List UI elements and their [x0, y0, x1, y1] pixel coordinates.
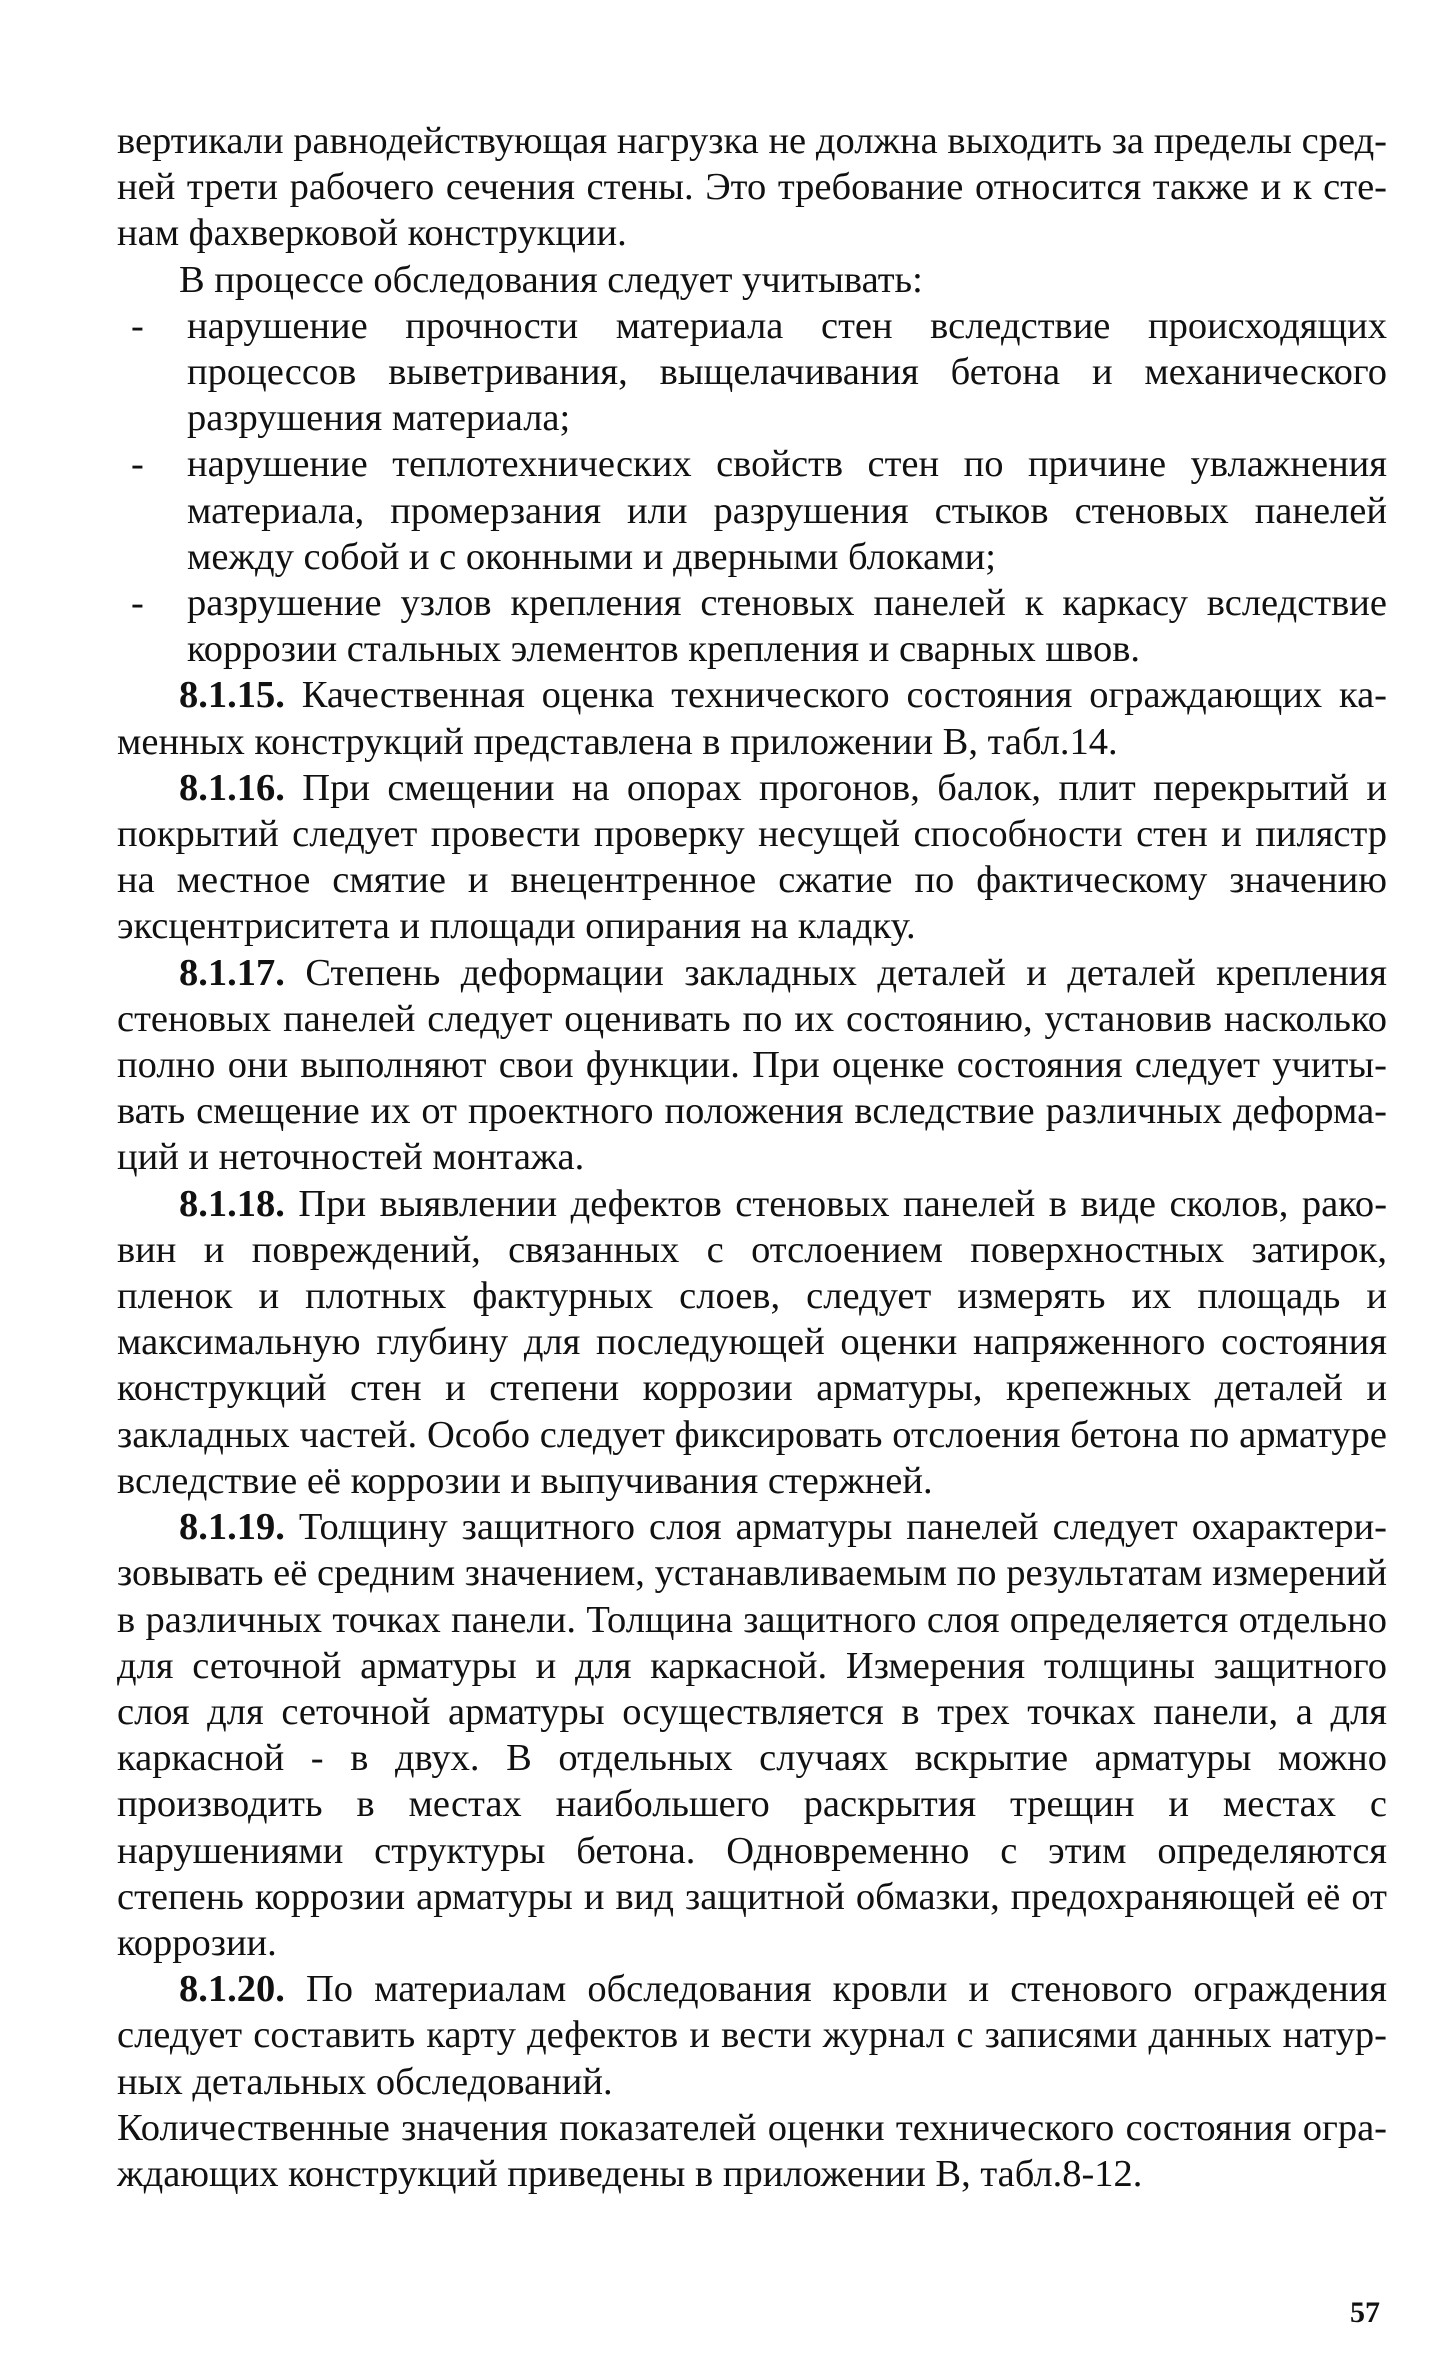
section-8-1-20 [117, 1966, 1387, 2105]
body-text [117, 118, 1387, 2197]
list-item-text: нарушение теплотехнических свойств стен по причине увлажнения материала, промерзания или разрушения стыков стеновых панелей между собой и с оконными и дверными блоками; [187, 443, 1387, 578]
intro-paragraph: вертикали равнодействующая нагрузка не должна выходить за пределы средней трети рабочего сечения стены. Это требование относится также и к стенам фахверковой конструкции. [117, 120, 1387, 255]
list-marker: - [131, 582, 144, 625]
list-item [117, 303, 1387, 442]
section-text: Степень деформации закладных деталей и деталей крепления стеновых панелей следует оценивать по их состоянию, установив насколько полно они выполняют свои функции. При оценке состояния следует учитывать смещение их от проектного положения вследствие различных деформаций и неточностей монтажа. [117, 951, 1387, 1179]
section-number: 8.1.18. [179, 1182, 285, 1225]
section-text: При смещении на опорах прогонов, балок, плит перекрытий и покрытий следует провести проверку несущей способности стен и пилястр на местное смятие и внецентренное сжатие по фактическому значению эксцентриситета и площади опирания на кладку. [117, 766, 1387, 948]
section-number: 8.1.15. [179, 674, 285, 717]
section-8-1-18 [117, 1181, 1387, 1504]
survey-list [117, 303, 1387, 673]
section-number: 8.1.20. [179, 1968, 285, 2011]
page-number: 57 [1350, 2296, 1380, 2329]
closing-paragraph: Количественные значения показателей оценки технического состояния ограждающих конструкций приведены в приложении В, табл.8-12. [117, 2106, 1387, 2195]
list-marker: - [131, 443, 144, 486]
survey-lead-paragraph: В процессе обследования следует учитывать: [179, 258, 923, 301]
list-marker: - [131, 304, 144, 347]
section-8-1-17 [117, 950, 1387, 1181]
section-number: 8.1.17. [179, 951, 285, 994]
list-item [117, 580, 1387, 672]
section-number: 8.1.19. [179, 1506, 285, 1549]
section-text: Качественная оценка технического состояния ограждающих каменных конструкций представлена в приложении В, табл.14. [117, 674, 1387, 763]
list-item [117, 441, 1387, 580]
list-item-text: разрушение узлов крепления стеновых панелей к каркасу вследствие коррозии стальных элементов крепления и сварных швов. [187, 582, 1387, 671]
section-text: При выявлении дефектов стеновых панелей в виде сколов, раковин и повреждений, связанных с отслоением поверхностных затирок, пленок и плотных фактурных слоев, следует измерять их площадь и максимальную глубину для последующей оценки напряженного состояния конструкций стен и степени коррозии арматуры, крепежных деталей и закладных частей. Особо следует фиксировать отслоения бетона по арматуре вследствие её коррозии и выпучивания стержней. [117, 1182, 1388, 1502]
section-8-1-16 [117, 765, 1387, 950]
section-8-1-15 [117, 672, 1387, 764]
section-number: 8.1.16. [179, 766, 285, 809]
list-item-text: нарушение прочности материала стен вследствие происходящих процессов выветривания, выщелачивания бетона и механического разрушения материала; [187, 304, 1387, 440]
section-8-1-19 [117, 1504, 1387, 1966]
section-text: По материалам обследования кровли и стенового ограждения следует составить карту дефектов и вести журнал с записями данных натурных детальных обследований. [117, 1968, 1388, 2103]
section-text: Толщину защитного слоя арматуры панелей следует охарактеризовывать её средним значением, устанавливаемым по результатам измерений в различных точках панели. Толщина защитного слоя определяется отдельно для сеточной арматуры и для каркасной. Измерения толщины защитного слоя для сеточной арматуры осуществляется в трех точках панели, а для каркасной - в двух. В отдельных случаях вскрытие арматуры можно производить в местах наибольшего раскрытия трещин и местах с нарушениями структуры бетона. Одновременно с этим определяются степень коррозии арматуры и вид защитной обмазки, предохраняющей её от коррозии. [117, 1506, 1387, 1964]
